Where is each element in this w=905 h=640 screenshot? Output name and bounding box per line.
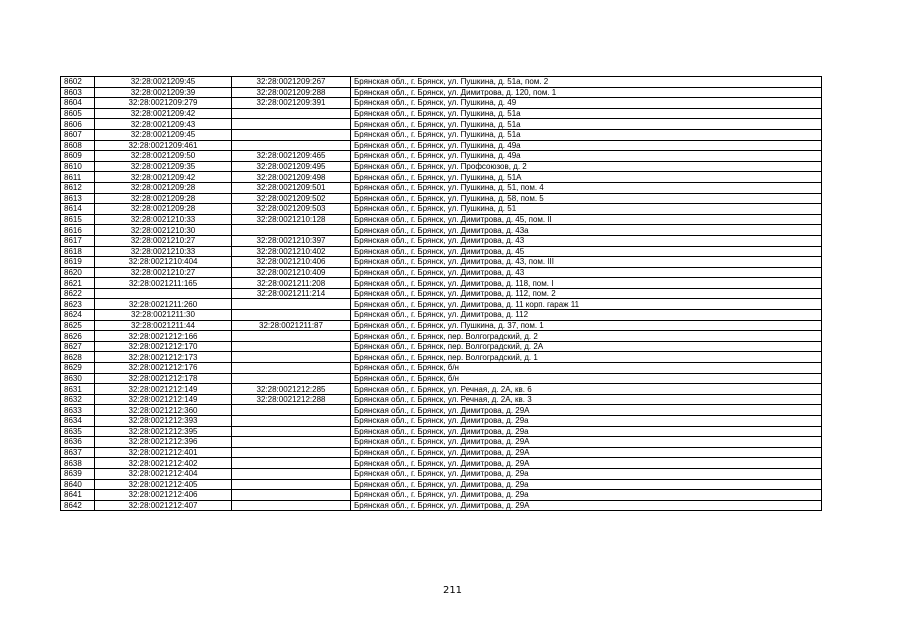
cadastral-number-cell: 32:28:0021210:33 — [95, 214, 232, 225]
row-number-cell: 8607 — [61, 129, 95, 140]
table-row — [61, 341, 822, 352]
table-row — [61, 161, 822, 172]
address-cell: Брянская обл., г. Брянск, ул. Пушкина, д. 37, пом. 1 — [351, 320, 822, 331]
cadastral-number-cell: 32:28:0021209:50 — [95, 151, 232, 162]
table-row — [61, 267, 822, 278]
address-cell: Брянская обл., г. Брянск, ул. Пушкина, д. 49а — [351, 140, 822, 151]
premises-cadastral-number-cell: 32:28:0021209:465 — [232, 151, 351, 162]
address-cell: Брянская обл., г. Брянск, ул. Пушкина, д. 58, пом. 5 — [351, 193, 822, 204]
table-row — [61, 87, 822, 98]
table-row — [61, 437, 822, 448]
cadastral-number-cell: 32:28:0021210:33 — [95, 246, 232, 257]
cadastral-number-cell: 32:28:0021209:42 — [95, 108, 232, 119]
row-number-cell: 8622 — [61, 288, 95, 299]
cadastral-number-cell: 32:28:0021209:35 — [95, 161, 232, 172]
premises-cadastral-number-cell — [232, 437, 351, 448]
row-number-cell: 8609 — [61, 151, 95, 162]
premises-cadastral-number-cell — [232, 352, 351, 363]
table-row — [61, 151, 822, 162]
table-row — [61, 363, 822, 374]
cadastral-number-cell: 32:28:0021209:28 — [95, 182, 232, 193]
row-number-cell: 8633 — [61, 405, 95, 416]
address-cell: Брянская обл., г. Брянск, ул. Пушкина, д. 49а — [351, 151, 822, 162]
premises-cadastral-number-cell: 32:28:0021210:128 — [232, 214, 351, 225]
row-number-cell: 8602 — [61, 77, 95, 88]
premises-cadastral-number-cell — [232, 341, 351, 352]
address-cell: Брянская обл., г. Брянск, ул. Димитрова, д. 118, пом. I — [351, 278, 822, 289]
cadastral-number-cell: 32:28:0021211:30 — [95, 310, 232, 321]
row-number-cell: 8617 — [61, 235, 95, 246]
premises-cadastral-number-cell: 32:28:0021211:208 — [232, 278, 351, 289]
premises-cadastral-number-cell — [232, 140, 351, 151]
address-cell: Брянская обл., г. Брянск, ул. Димитрова, д. 112 — [351, 310, 822, 321]
row-number-cell: 8636 — [61, 437, 95, 448]
cadastral-number-cell: 32:28:0021212:166 — [95, 331, 232, 342]
row-number-cell: 8634 — [61, 416, 95, 427]
address-cell: Брянская обл., г. Брянск, ул. Пушкина, д. 51А — [351, 172, 822, 183]
row-number-cell: 8624 — [61, 310, 95, 321]
address-cell: Брянская обл., г. Брянск, ул. Димитрова, д. 120, пом. 1 — [351, 87, 822, 98]
cadastral-number-cell: 32:28:0021212:393 — [95, 416, 232, 427]
address-cell: Брянская обл., г. Брянск, пер. Волгоградский, д. 2 — [351, 331, 822, 342]
address-cell: Брянская обл., г. Брянск, б/н — [351, 363, 822, 374]
cadastral-number-cell: 32:28:0021210:27 — [95, 235, 232, 246]
table-row — [61, 108, 822, 119]
premises-cadastral-number-cell — [232, 119, 351, 130]
address-cell: Брянская обл., г. Брянск, ул. Димитрова, д. 112, пом. 2 — [351, 288, 822, 299]
cadastral-number-cell: 32:28:0021209:39 — [95, 87, 232, 98]
table-row — [61, 373, 822, 384]
row-number-cell: 8611 — [61, 172, 95, 183]
table-row — [61, 172, 822, 183]
cadastral-number-cell: 32:28:0021212:405 — [95, 479, 232, 490]
address-cell: Брянская обл., г. Брянск, ул. Речная, д. 2А, кв. 3 — [351, 394, 822, 405]
row-number-cell: 8635 — [61, 426, 95, 437]
row-number-cell: 8623 — [61, 299, 95, 310]
cadastral-number-cell: 32:28:0021210:27 — [95, 267, 232, 278]
table-row — [61, 204, 822, 215]
row-number-cell: 8638 — [61, 458, 95, 469]
cadastral-number-cell: 32:28:0021212:395 — [95, 426, 232, 437]
row-number-cell: 8632 — [61, 394, 95, 405]
premises-cadastral-number-cell: 32:28:0021209:267 — [232, 77, 351, 88]
cadastral-number-cell: 32:28:0021209:28 — [95, 204, 232, 215]
table-row — [61, 479, 822, 490]
premises-cadastral-number-cell: 32:28:0021210:397 — [232, 235, 351, 246]
table-row — [61, 278, 822, 289]
cadastral-number-cell: 32:28:0021209:45 — [95, 77, 232, 88]
premises-cadastral-number-cell: 32:28:0021210:409 — [232, 267, 351, 278]
premises-cadastral-number-cell: 32:28:0021212:288 — [232, 394, 351, 405]
address-cell: Брянская обл., г. Брянск, ул. Димитрова, д. 43, пом. III — [351, 257, 822, 268]
row-number-cell: 8621 — [61, 278, 95, 289]
row-number-cell: 8615 — [61, 214, 95, 225]
table-row — [61, 235, 822, 246]
premises-cadastral-number-cell: 32:28:0021211:87 — [232, 320, 351, 331]
premises-cadastral-number-cell — [232, 363, 351, 374]
premises-cadastral-number-cell — [232, 310, 351, 321]
row-number-cell: 8604 — [61, 98, 95, 109]
premises-cadastral-number-cell — [232, 331, 351, 342]
row-number-cell: 8620 — [61, 267, 95, 278]
address-cell: Брянская обл., г. Брянск, ул. Димитрова, д. 29А — [351, 437, 822, 448]
address-cell: Брянская обл., г. Брянск, ул. Димитрова, д. 29а — [351, 479, 822, 490]
row-number-cell: 8614 — [61, 204, 95, 215]
address-cell: Брянская обл., г. Брянск, ул. Пушкина, д. 51а — [351, 129, 822, 140]
premises-cadastral-number-cell: 32:28:0021210:406 — [232, 257, 351, 268]
row-number-cell: 8631 — [61, 384, 95, 395]
table-row — [61, 214, 822, 225]
address-cell: Брянская обл., г. Брянск, ул. Пушкина, д. 51а — [351, 119, 822, 130]
address-cell: Брянская обл., г. Брянск, ул. Димитрова, д. 29а — [351, 426, 822, 437]
cadastral-number-cell: 32:28:0021209:42 — [95, 172, 232, 183]
address-cell: Брянская обл., г. Брянск, ул. Пушкина, д. 51а, пом. 2 — [351, 77, 822, 88]
cadastral-number-cell: 32:28:0021211:260 — [95, 299, 232, 310]
cadastral-number-cell: 32:28:0021209:279 — [95, 98, 232, 109]
page-number: 211 — [442, 585, 463, 596]
premises-cadastral-number-cell: 32:28:0021210:402 — [232, 246, 351, 257]
table-row — [61, 257, 822, 268]
premises-cadastral-number-cell: 32:28:0021209:495 — [232, 161, 351, 172]
cadastral-number-cell: 32:28:0021212:176 — [95, 363, 232, 374]
table-row — [61, 458, 822, 469]
address-cell: Брянская обл., г. Брянск, ул. Димитрова, д. 43 — [351, 267, 822, 278]
premises-cadastral-number-cell: 32:28:0021209:498 — [232, 172, 351, 183]
row-number-cell: 8608 — [61, 140, 95, 151]
premises-cadastral-number-cell — [232, 108, 351, 119]
cadastral-number-cell: 32:28:0021211:165 — [95, 278, 232, 289]
premises-cadastral-number-cell — [232, 129, 351, 140]
row-number-cell: 8612 — [61, 182, 95, 193]
row-number-cell: 8616 — [61, 225, 95, 236]
premises-cadastral-number-cell — [232, 500, 351, 511]
cadastral-number-cell: 32:28:0021212:149 — [95, 384, 232, 395]
cadastral-number-cell: 32:28:0021210:30 — [95, 225, 232, 236]
premises-cadastral-number-cell — [232, 458, 351, 469]
row-number-cell: 8642 — [61, 500, 95, 511]
address-cell: Брянская обл., г. Брянск, ул. Димитрова, д. 29А — [351, 500, 822, 511]
table-row — [61, 468, 822, 479]
cadastral-number-cell: 32:28:0021209:461 — [95, 140, 232, 151]
table-row — [61, 352, 822, 363]
table-row — [61, 310, 822, 321]
cadastral-number-cell: 32:28:0021212:170 — [95, 341, 232, 352]
address-cell: Брянская обл., г. Брянск, пер. Волгоградский, д. 2А — [351, 341, 822, 352]
cadastral-number-cell: 32:28:0021212:404 — [95, 468, 232, 479]
registry-table-body — [61, 77, 822, 511]
row-number-cell: 8630 — [61, 373, 95, 384]
table-row — [61, 416, 822, 427]
table-row — [61, 384, 822, 395]
address-cell: Брянская обл., г. Брянск, б/н — [351, 373, 822, 384]
row-number-cell: 8637 — [61, 447, 95, 458]
cadastral-number-cell: 32:28:0021212:178 — [95, 373, 232, 384]
premises-cadastral-number-cell — [232, 490, 351, 501]
cadastral-number-cell — [95, 288, 232, 299]
address-cell: Брянская обл., г. Брянск, ул. Димитрова, д. 43 — [351, 235, 822, 246]
table-row — [61, 331, 822, 342]
row-number-cell: 8625 — [61, 320, 95, 331]
address-cell: Брянская обл., г. Брянск, ул. Пушкина, д. 49 — [351, 98, 822, 109]
address-cell: Брянская обл., г. Брянск, ул. Димитрова, д. 29а — [351, 416, 822, 427]
address-cell: Брянская обл., г. Брянск, ул. Димитрова, д. 11 корп. гараж 11 — [351, 299, 822, 310]
cadastral-number-cell: 32:28:0021212:360 — [95, 405, 232, 416]
premises-cadastral-number-cell — [232, 426, 351, 437]
row-number-cell: 8640 — [61, 479, 95, 490]
address-cell: Брянская обл., г. Брянск, ул. Профсоюзов, д. 2 — [351, 161, 822, 172]
premises-cadastral-number-cell: 32:28:0021211:214 — [232, 288, 351, 299]
premises-cadastral-number-cell: 32:28:0021209:391 — [232, 98, 351, 109]
cadastral-number-cell: 32:28:0021212:407 — [95, 500, 232, 511]
address-cell: Брянская обл., г. Брянск, пер. Волгоградский, д. 1 — [351, 352, 822, 363]
address-cell: Брянская обл., г. Брянск, ул. Димитрова, д. 45 — [351, 246, 822, 257]
premises-cadastral-number-cell: 32:28:0021209:501 — [232, 182, 351, 193]
table-row — [61, 426, 822, 437]
address-cell: Брянская обл., г. Брянск, ул. Пушкина, д. 51 — [351, 204, 822, 215]
cadastral-number-cell: 32:28:0021212:149 — [95, 394, 232, 405]
cadastral-number-cell: 32:28:0021209:43 — [95, 119, 232, 130]
row-number-cell: 8605 — [61, 108, 95, 119]
premises-cadastral-number-cell: 32:28:0021212:285 — [232, 384, 351, 395]
premises-cadastral-number-cell — [232, 405, 351, 416]
cadastral-number-cell: 32:28:0021209:45 — [95, 129, 232, 140]
cadastral-number-cell: 32:28:0021212:406 — [95, 490, 232, 501]
table-row — [61, 182, 822, 193]
cadastral-number-cell: 32:28:0021212:401 — [95, 447, 232, 458]
row-number-cell: 8629 — [61, 363, 95, 374]
row-number-cell: 8626 — [61, 331, 95, 342]
address-cell: Брянская обл., г. Брянск, ул. Димитрова, д. 29а — [351, 468, 822, 479]
table-row — [61, 490, 822, 501]
table-row — [61, 288, 822, 299]
address-cell: Брянская обл., г. Брянск, ул. Димитрова, д. 29а — [351, 490, 822, 501]
address-cell: Брянская обл., г. Брянск, ул. Димитрова, д. 29А — [351, 405, 822, 416]
premises-cadastral-number-cell — [232, 416, 351, 427]
premises-cadastral-number-cell: 32:28:0021209:503 — [232, 204, 351, 215]
table-row — [61, 129, 822, 140]
premises-cadastral-number-cell — [232, 373, 351, 384]
premises-cadastral-number-cell: 32:28:0021209:502 — [232, 193, 351, 204]
address-cell: Брянская обл., г. Брянск, ул. Пушкина, д. 51, пом. 4 — [351, 182, 822, 193]
row-number-cell: 8606 — [61, 119, 95, 130]
table-row — [61, 77, 822, 88]
table-row — [61, 225, 822, 236]
cadastral-number-cell: 32:28:0021212:173 — [95, 352, 232, 363]
row-number-cell: 8610 — [61, 161, 95, 172]
row-number-cell: 8628 — [61, 352, 95, 363]
cadastral-number-cell: 32:28:0021212:402 — [95, 458, 232, 469]
cadastral-number-cell: 32:28:0021210:404 — [95, 257, 232, 268]
table-row — [61, 447, 822, 458]
premises-cadastral-number-cell — [232, 299, 351, 310]
table-row — [61, 119, 822, 130]
address-cell: Брянская обл., г. Брянск, ул. Димитрова, д. 29А — [351, 458, 822, 469]
table-row — [61, 193, 822, 204]
premises-cadastral-number-cell — [232, 468, 351, 479]
table-row — [61, 320, 822, 331]
row-number-cell: 8641 — [61, 490, 95, 501]
address-cell: Брянская обл., г. Брянск, ул. Димитрова, д. 43а — [351, 225, 822, 236]
premises-cadastral-number-cell: 32:28:0021209:288 — [232, 87, 351, 98]
table-row — [61, 500, 822, 511]
table-row — [61, 246, 822, 257]
cadastral-number-cell: 32:28:0021212:396 — [95, 437, 232, 448]
row-number-cell: 8603 — [61, 87, 95, 98]
registry-table — [60, 76, 822, 511]
row-number-cell: 8613 — [61, 193, 95, 204]
address-cell: Брянская обл., г. Брянск, ул. Димитрова, д. 45, пом. II — [351, 214, 822, 225]
row-number-cell: 8627 — [61, 341, 95, 352]
table-row — [61, 140, 822, 151]
premises-cadastral-number-cell — [232, 479, 351, 490]
row-number-cell: 8639 — [61, 468, 95, 479]
address-cell: Брянская обл., г. Брянск, ул. Пушкина, д. 51а — [351, 108, 822, 119]
table-row — [61, 98, 822, 109]
address-cell: Брянская обл., г. Брянск, ул. Димитрова, д. 29А — [351, 447, 822, 458]
table-row — [61, 299, 822, 310]
table-row — [61, 394, 822, 405]
row-number-cell: 8619 — [61, 257, 95, 268]
cadastral-number-cell: 32:28:0021209:28 — [95, 193, 232, 204]
address-cell: Брянская обл., г. Брянск, ул. Речная, д. 2А, кв. 6 — [351, 384, 822, 395]
row-number-cell: 8618 — [61, 246, 95, 257]
premises-cadastral-number-cell — [232, 225, 351, 236]
premises-cadastral-number-cell — [232, 447, 351, 458]
table-row — [61, 405, 822, 416]
cadastral-number-cell: 32:28:0021211:44 — [95, 320, 232, 331]
